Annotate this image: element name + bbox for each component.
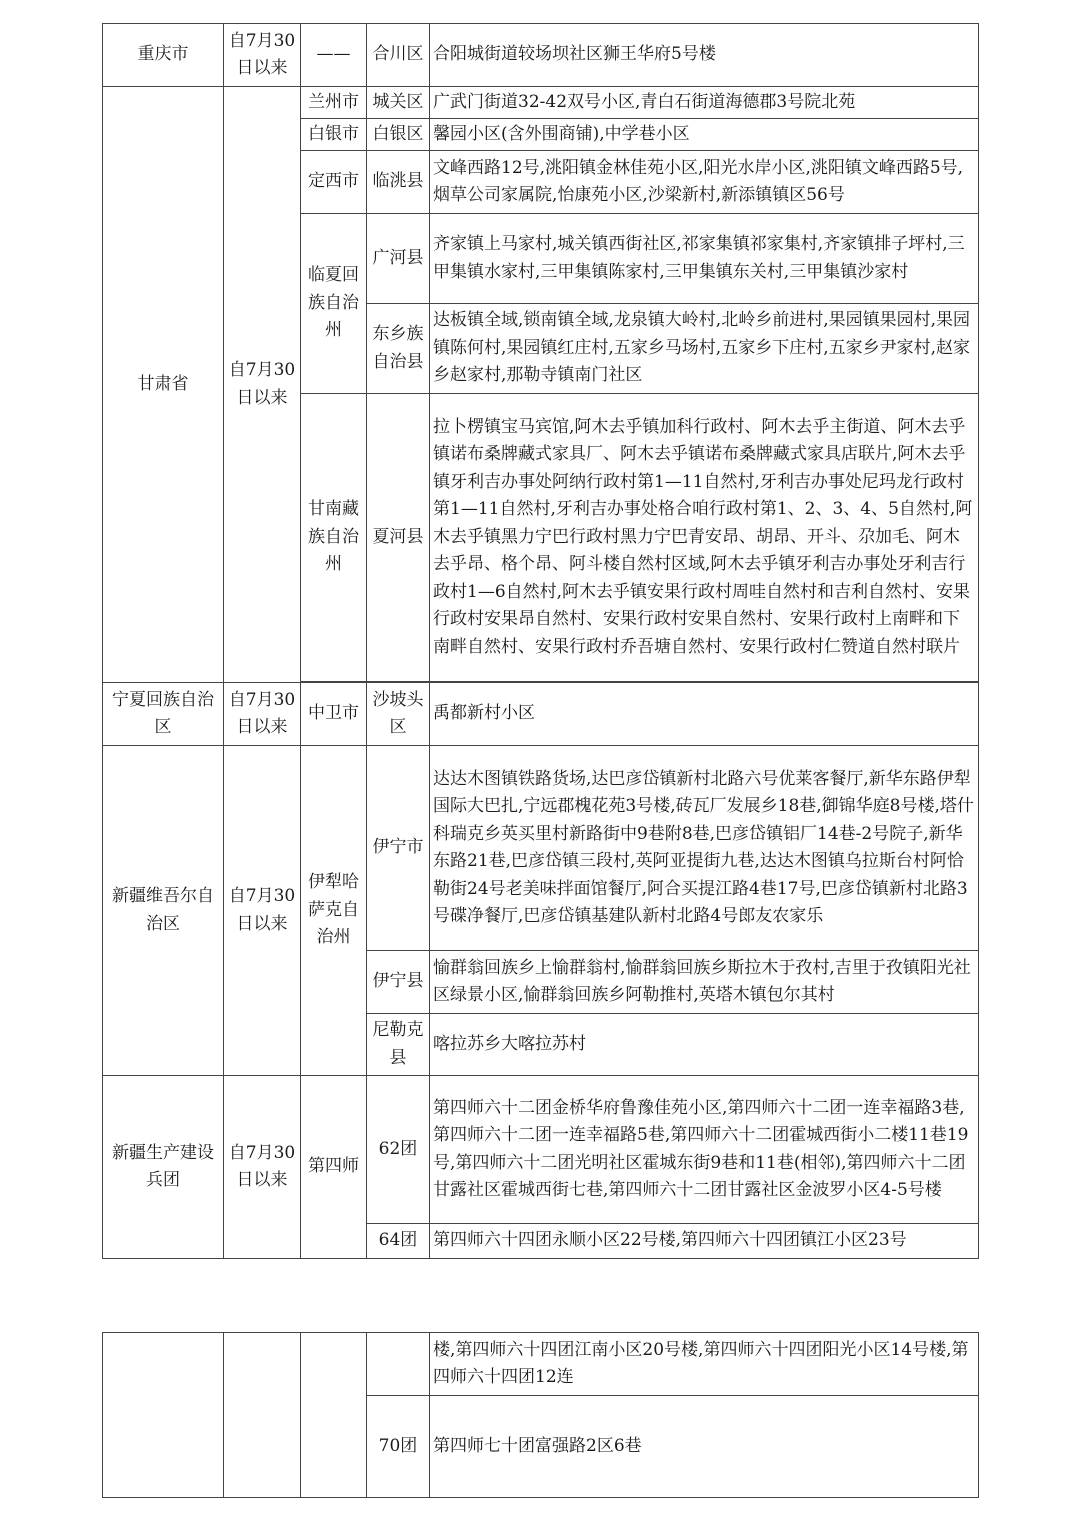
unit-cell: 70团 [367,1396,430,1498]
district-cell: 尼勒克县 [367,1014,430,1076]
locations-cell: 广武门街道32-42双号小区,青白石街道海德郡3号院北苑 [430,87,979,119]
district-cell: 广河县 [367,214,430,304]
province-cell: 甘肃省 [103,87,224,683]
locations-cell: 达板镇全域,锁南镇全域,龙泉镇大岭村,北岭乡前进村,果园镇果园村,果园镇陈何村,果园镇红庄村,五家乡马场村,五家乡下庄村,五家乡尹家村,赵家乡赵家村,那勒寺镇南门社区 [430,304,979,394]
locations-cell: 楼,第四师六十四团江南小区20号楼,第四师六十四团阳光小区14号楼,第四师六十四团12连 [430,1333,979,1396]
locations-cell: 齐家镇上马家村,城关镇西街社区,祁家集镇祁家集村,齐家镇排子坪村,三甲集镇水家村,三甲集镇陈家村,三甲集镇东关村,三甲集镇沙家村 [430,214,979,304]
district-cell: 沙坡头区 [367,683,430,746]
table-row [103,746,979,951]
district-cell: 夏河县 [367,394,430,682]
locations-cell: 第四师六十二团金桥华府鲁豫佳苑小区,第四师六十二团一连幸福路3巷,第四师六十二团一连幸福路5巷,第四师六十二团霍城西街小二楼11巷19号,第四师六十二团光明社区霍城东街9巷和11巷(相邻),第四师六十二团甘露社区霍城西街七巷,第四师六十二团甘露社区金波罗小区4-5号楼 [430,1076,979,1224]
district-cell: 伊宁市 [367,746,430,951]
division-cell-empty [301,1333,367,1498]
locations-cell: 馨园小区(含外围商铺),中学巷小区 [430,119,979,151]
city-cell: 中卫市 [301,683,367,746]
locations-cell: 达达木图镇铁路货场,达巴彦岱镇新村北路六号优莱客餐厅,新华东路伊犁国际大巴扎,宁远郡槐花苑3号楼,砖瓦厂发展乡18巷,御锦华庭8号楼,塔什科瑞克乡英买里村新路街中9巷附8巷,巴彦岱镇铝厂14巷-2号院子,新华东路21巷,巴彦岱镇三段村,英阿亚提街九巷,达达木图镇乌拉斯台村阿恰勒街24号老美味拌面馆餐厅,阿合买提江路4巷17号,巴彦岱镇新村北路3号碟净餐厅,巴彦岱镇基建队新村北路4号郎友农家乐 [430,746,979,951]
locations-cell: 拉卜楞镇宝马宾馆,阿木去乎镇加科行政村、阿木去乎主街道、阿木去乎镇诺布桑牌藏式家具厂、阿木去乎镇诺布桑牌藏式家具店联片,阿木去乎镇牙利吉办事处阿纳行政村第1—11自然村,牙利吉办事处尼玛龙行政村第1—11自然村,牙利吉办事处格合咱行政村第1、2、3、4、5自然村,阿木去乎镇黑力宁巴行政村黑力宁巴青安昂、胡昂、开斗、尕加毛、阿木去乎昂、格个昂、阿斗楼自然村区域,阿木去乎镇牙利吉办事处牙利吉行政村1—6自然村,阿木去乎镇安果行政村周哇自然村和吉利自然村、安果行政村安果昂自然村、安果行政村安果自然村、安果行政村上南畔和下南畔自然村、安果行政村乔吾塘自然村、安果行政村仁赞道自然村联片 [430,394,979,682]
locations-cell: 禹都新村小区 [430,683,979,746]
district-cell: 临洮县 [367,151,430,214]
period-cell: 自7月30日以来 [224,683,301,746]
table-row [103,24,979,87]
risk-area-table-continued [102,1332,979,1498]
period-cell: 自7月30日以来 [224,87,301,683]
district-cell: 白银区 [367,119,430,151]
district-cell: 东乡族自治县 [367,304,430,394]
locations-cell: 喀拉苏乡大喀拉苏村 [430,1014,979,1076]
period-cell-empty [224,1333,301,1498]
table-row [103,1076,979,1224]
table-row [103,1333,979,1396]
locations-cell: 第四师七十团富强路2区6巷 [430,1396,979,1498]
city-cell: 定西市 [301,151,367,214]
province-cell: 新疆生产建设兵团 [103,1076,224,1259]
city-cell: 白银市 [301,119,367,151]
table-row [103,683,979,746]
province-cell: 宁夏回族自治区 [103,683,224,746]
division-cell: 第四师 [301,1076,367,1259]
risk-area-table [102,23,979,1259]
district-cell: 合川区 [367,24,430,87]
province-cell-empty [103,1333,224,1498]
table-row [103,87,979,119]
province-cell: 重庆市 [103,24,224,87]
district-cell: 城关区 [367,87,430,119]
locations-cell: 文峰西路12号,洮阳镇金林佳苑小区,阳光水岸小区,洮阳镇文峰西路5号,烟草公司家属院,怡康苑小区,沙梁新村,新添镇镇区56号 [430,151,979,214]
period-cell: 自7月30日以来 [224,24,301,87]
unit-cell: 64团 [367,1224,430,1259]
locations-cell: 愉群翁回族乡上愉群翁村,愉群翁回族乡斯拉木于孜村,吉里于孜镇阳光社区绿景小区,愉群翁回族乡阿勒推村,英塔木镇包尔其村 [430,951,979,1014]
district-cell: 伊宁县 [367,951,430,1014]
unit-cell-empty [367,1333,430,1396]
unit-cell: 62团 [367,1076,430,1224]
locations-cell: 第四师六十四团永顺小区22号楼,第四师六十四团镇江小区23号 [430,1224,979,1259]
city-cell: 兰州市 [301,87,367,119]
period-cell: 自7月30日以来 [224,1076,301,1259]
locations-cell: 合阳城街道较场坝社区狮王华府5号楼 [430,24,979,87]
city-cell: 临夏回族自治州 [301,214,367,394]
city-cell: 伊犁哈萨克自治州 [301,746,367,1076]
province-cell: 新疆维吾尔自治区 [103,746,224,1076]
period-cell: 自7月30日以来 [224,746,301,1076]
city-cell: 甘南藏族自治州 [301,394,367,682]
city-cell: —— [301,24,367,87]
